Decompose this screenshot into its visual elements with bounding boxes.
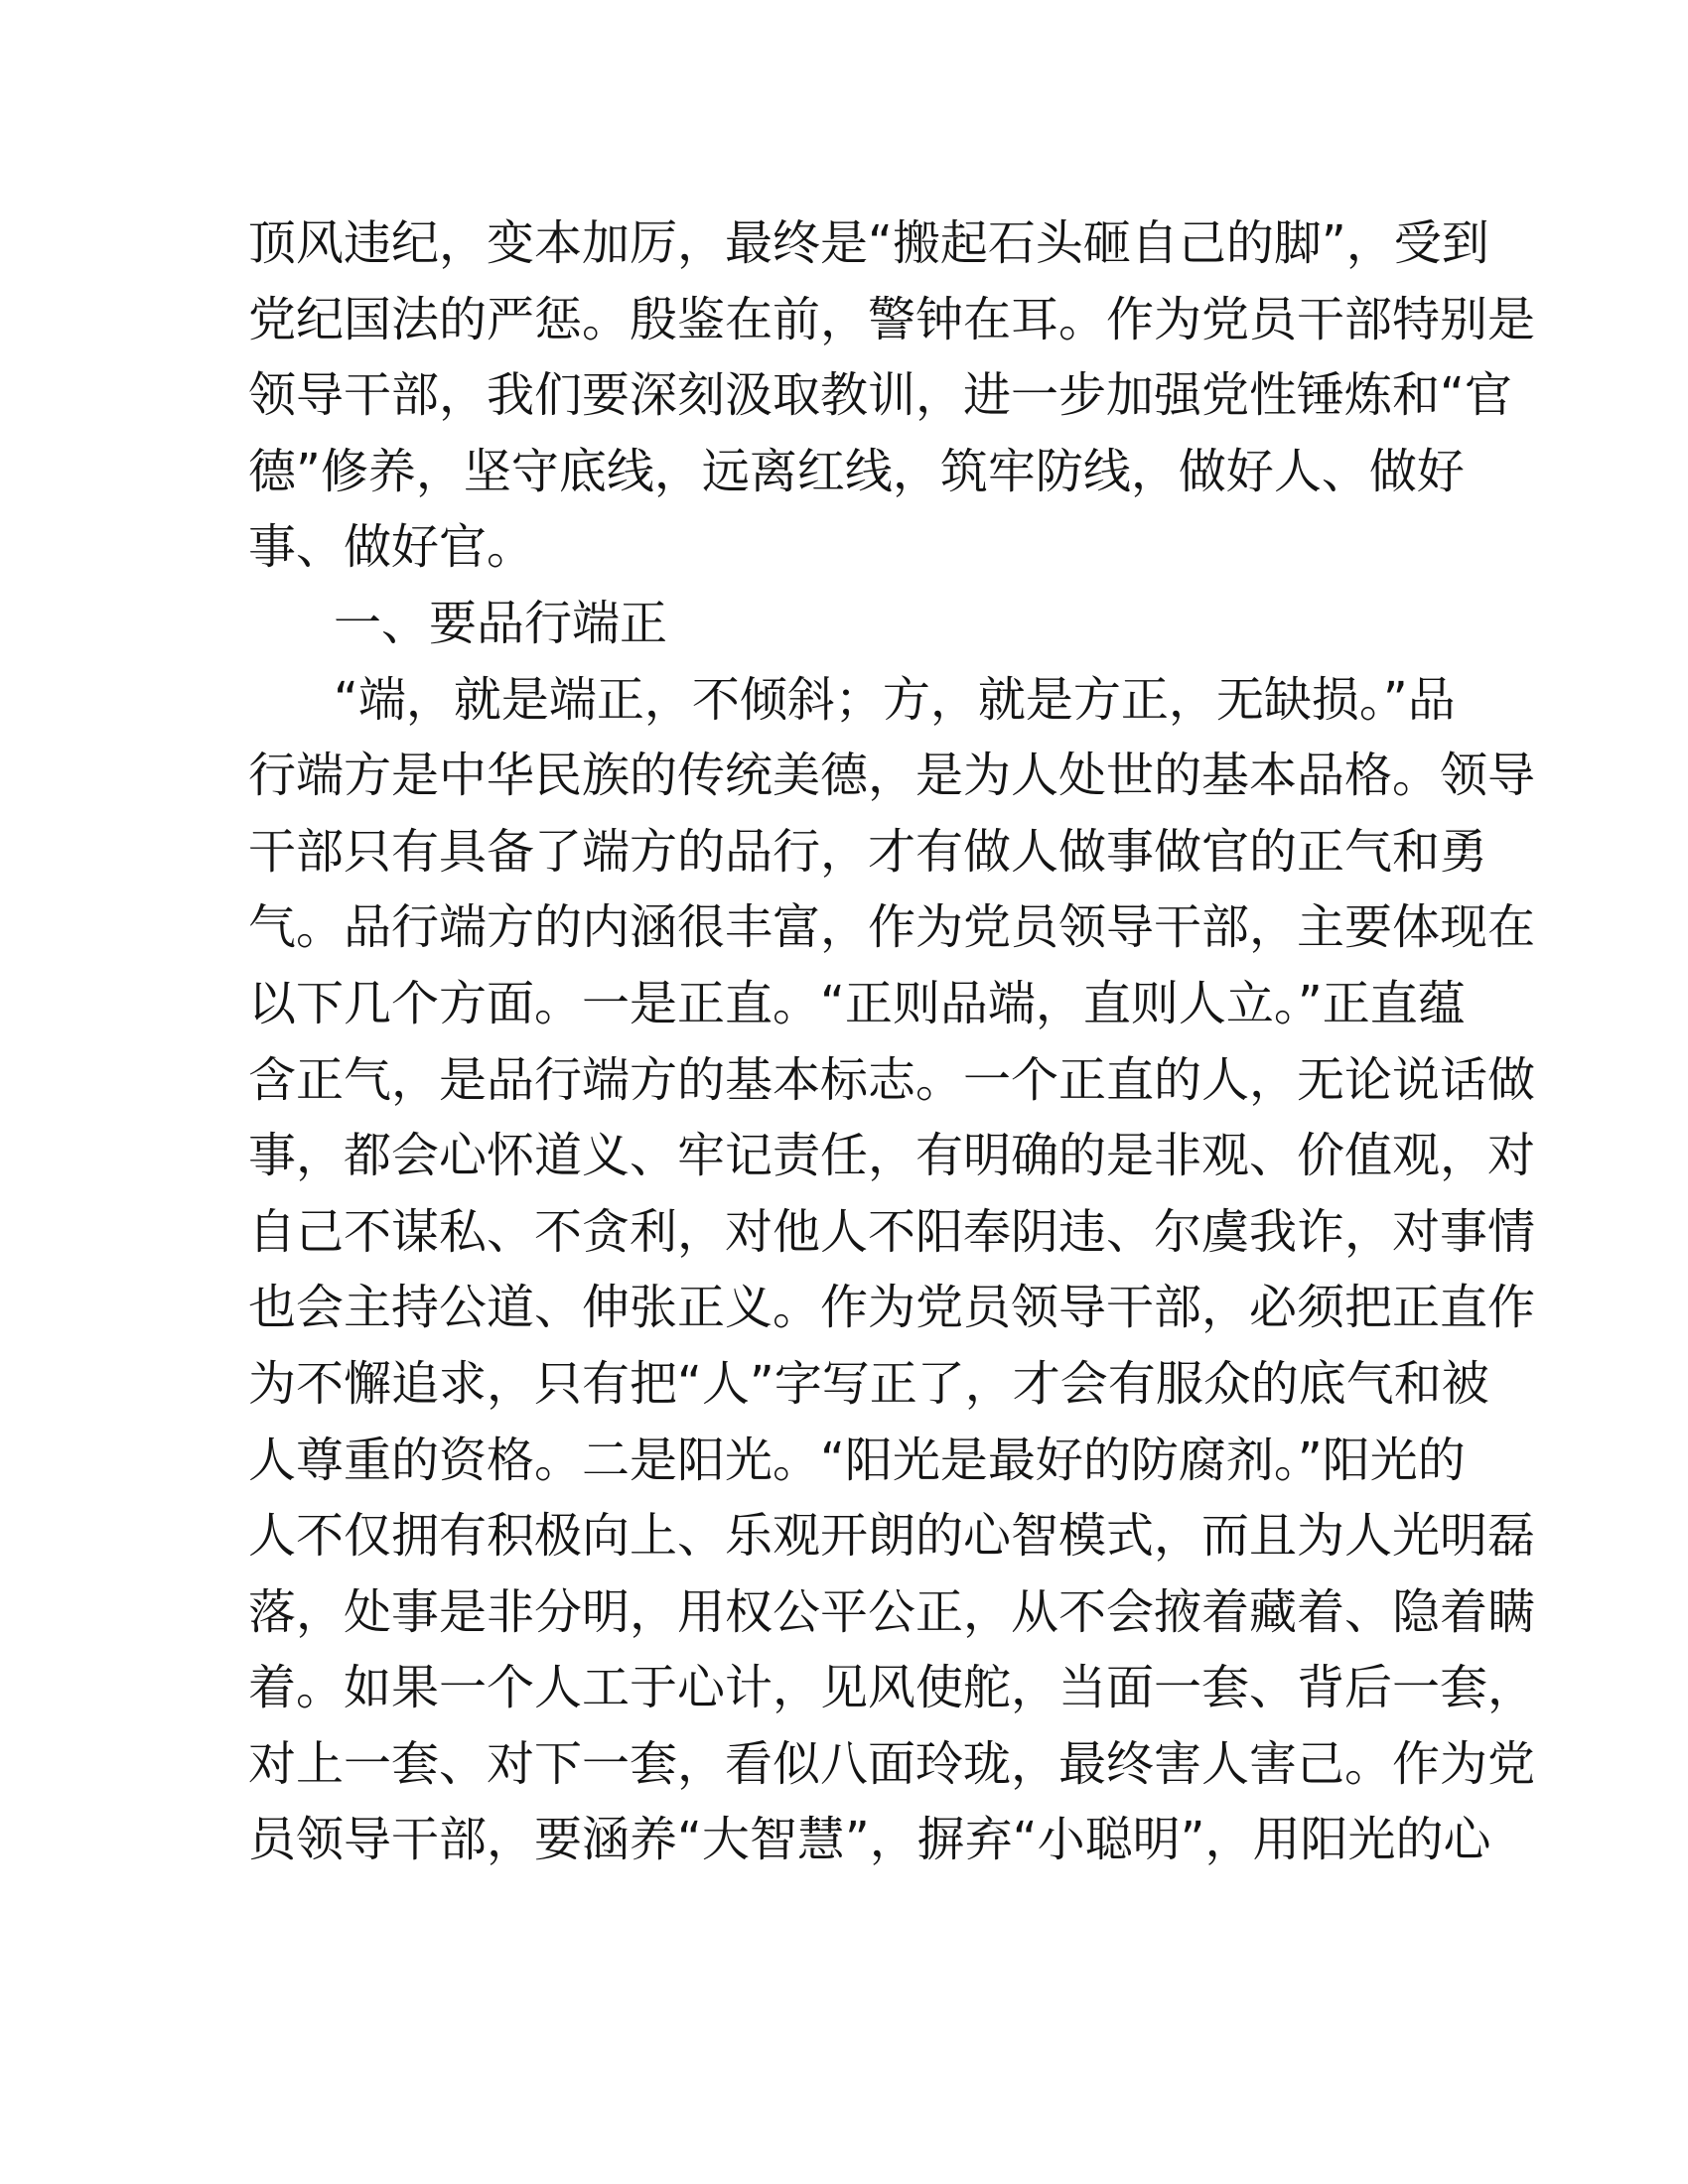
paragraph-line: 员领导干部，要涵养“大智慧”，摒弃“小聪明”，用阳光的心 xyxy=(248,1812,1491,1868)
paragraph-line: 含正气，是品行端方的基本标志。一个正直的人，无论说话做 xyxy=(248,1051,1536,1108)
paragraph-line: “端，就是端正，不倾斜；方，就是方正，无缺损。”品 xyxy=(334,671,1456,728)
paragraph-line: 落，处事是非分明，用权公平公正，从不会掖着藏着、隐着瞒 xyxy=(248,1583,1536,1640)
paragraph-line: 领导干部，我们要深刻汲取教训，进一步加强党性锤炼和“官 xyxy=(248,367,1512,424)
paragraph-line: 以下几个方面。一是正直。“正则品端，直则人立。”正直蕴 xyxy=(248,975,1466,1031)
paragraph-line: 顶风违纪，变本加厉，最终是“搬起石头砸自己的脚”，受到 xyxy=(248,215,1489,271)
paragraph-line: 自己不谋私、不贪利，对他人不阳奉阴违、尔虞我诈，对事情 xyxy=(248,1203,1536,1260)
paragraph-line: 干部只有具备了端方的品行，才有做人做事做官的正气和勇 xyxy=(248,823,1488,880)
paragraph-line: 事，都会心怀道义、牢记责任，有明确的是非观、价值观，对 xyxy=(248,1128,1536,1184)
paragraph-line: 人尊重的资格。二是阳光。“阳光是最好的防腐剂。”阳光的 xyxy=(248,1432,1466,1488)
paragraph-line: 事、做好官。 xyxy=(248,519,535,576)
paragraph-line: 对上一套、对下一套，看似八面玲珑，最终害人害己。作为党 xyxy=(248,1735,1536,1792)
paragraph-line: 人不仅拥有积极向上、乐观开朗的心智模式，而且为人光明磊 xyxy=(248,1508,1536,1565)
paragraph-line: 党纪国法的严惩。殷鉴在前，警钟在耳。作为党员干部特别是 xyxy=(248,291,1536,347)
paragraph-line: 也会主持公道、伸张正义。作为党员领导干部，必须把正直作 xyxy=(248,1280,1536,1336)
paragraph-line: 德”修养，坚守底线，远离红线，筑牢防线，做好人、做好 xyxy=(248,443,1465,499)
body-text xyxy=(248,205,1536,1878)
paragraph-line: 为不懈追求，只有把“人”字写正了，才会有服众的底气和被 xyxy=(248,1355,1489,1412)
paragraph-line: 着。如果一个人工于心计，见风使舵，当面一套、背后一套， xyxy=(248,1660,1536,1716)
section-heading: 一、要品行端正 xyxy=(334,595,668,651)
paragraph-line: 气。品行端方的内涵很丰富，作为党员领导干部，主要体现在 xyxy=(248,899,1536,956)
paragraph-line: 行端方是中华民族的传统美德，是为人处世的基本品格。领导 xyxy=(248,748,1536,804)
